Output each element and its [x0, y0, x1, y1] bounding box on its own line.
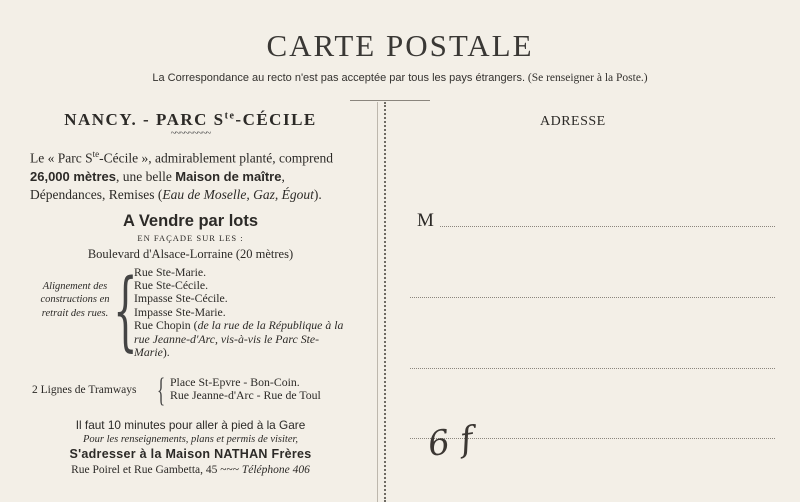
address-line-3[interactable]	[410, 368, 775, 369]
tram-line: Rue Jeanne-d'Arc - Rue de Toul	[170, 387, 321, 402]
agency-address	[18, 464, 363, 476]
tramway-brace: {	[157, 371, 166, 409]
street-item: Rue Ste-Marie.	[134, 264, 207, 279]
chopin-detail: de la rue de la République à la rue Jeanne-d'Arc, vis-à-vis le Parc Ste-Marie	[134, 318, 344, 359]
para-house: Maison de maître	[175, 168, 282, 184]
address-heading: ADRESSE	[540, 114, 606, 129]
recipient-prefix: M	[417, 210, 434, 231]
street-item: Impasse Ste-Cécile.	[134, 291, 228, 306]
para-text-5: ).	[313, 186, 322, 202]
chopin-end: ).	[162, 344, 170, 359]
ad-heading	[18, 110, 363, 130]
street-item-chopin	[134, 319, 354, 359]
para-text-4: , Dépendances, Remises (	[30, 168, 285, 202]
heading-main: NANCY. - PARC S	[64, 110, 225, 129]
alignment-note: Alignement des constructions en retrait des rues.	[40, 280, 110, 319]
ad-description	[18, 145, 363, 204]
address-line-1[interactable]	[440, 226, 775, 227]
para-text-2: -Cécile », admirablement planté, comprend	[99, 150, 334, 166]
streets-list	[134, 266, 354, 360]
street-item: Rue Ste-Cécile.	[134, 277, 209, 292]
para-area: 26,000 mètres	[30, 168, 117, 184]
heading-end: -CÉCILE	[235, 110, 317, 129]
postcard-title: CARTE POSTALE	[266, 28, 534, 63]
streets-brace: {	[113, 260, 138, 361]
for-sale-heading: A Vendre par lots	[122, 211, 259, 230]
address-phone: Téléphone 406	[241, 463, 310, 476]
address-street: Rue Poirel et Rue Gambetta, 45	[71, 463, 218, 476]
streets-block	[18, 260, 363, 361]
information-note: Pour les renseignements, plans et permis de visiter,	[82, 433, 299, 445]
boulevard-line: Boulevard d'Alsace-Lorraine (20 mètres)	[87, 246, 294, 261]
notice-text: La Correspondance au recto n'est pas acceptée par tous les pays étrangers.	[152, 72, 526, 84]
agency-name: S'adresser à la Maison NATHAN Frères	[69, 446, 312, 461]
notice-post-office: (Se renseigner à la Poste.)	[527, 72, 648, 84]
address-line-2[interactable]	[410, 297, 775, 298]
chopin-text: Rue Chopin (	[134, 318, 198, 333]
tramway-block	[18, 371, 363, 409]
address-ornament: ~~~	[220, 463, 239, 476]
correspondence-notice	[0, 72, 800, 84]
center-divider-line	[377, 102, 378, 502]
handwritten-annotation: 6 f	[425, 419, 476, 465]
station-distance: Il faut 10 minutes pour aller à pied à la Gare	[75, 417, 306, 432]
para-text-1: Le « Parc S	[30, 150, 93, 166]
para-text-3: , une belle	[116, 168, 172, 184]
header-divider	[350, 100, 430, 101]
facade-caption: EN FAÇADE SUR LES :	[137, 232, 244, 243]
tramway-label: 2 Lignes de Tramways	[32, 383, 137, 396]
tram-line: Place St-Epvre - Bon-Coin.	[170, 374, 300, 389]
para-utilities: Eau de Moselle, Gaz, Égout	[162, 186, 314, 202]
ornament: ~~~~~~~~~	[170, 128, 211, 139]
tramway-lines	[170, 376, 321, 402]
street-item: Impasse Ste-Marie.	[134, 304, 226, 319]
para-sup: te	[92, 149, 100, 159]
advertisement-column	[18, 110, 363, 476]
heading-sup: te	[224, 110, 236, 122]
center-divider-dotted	[384, 102, 386, 502]
